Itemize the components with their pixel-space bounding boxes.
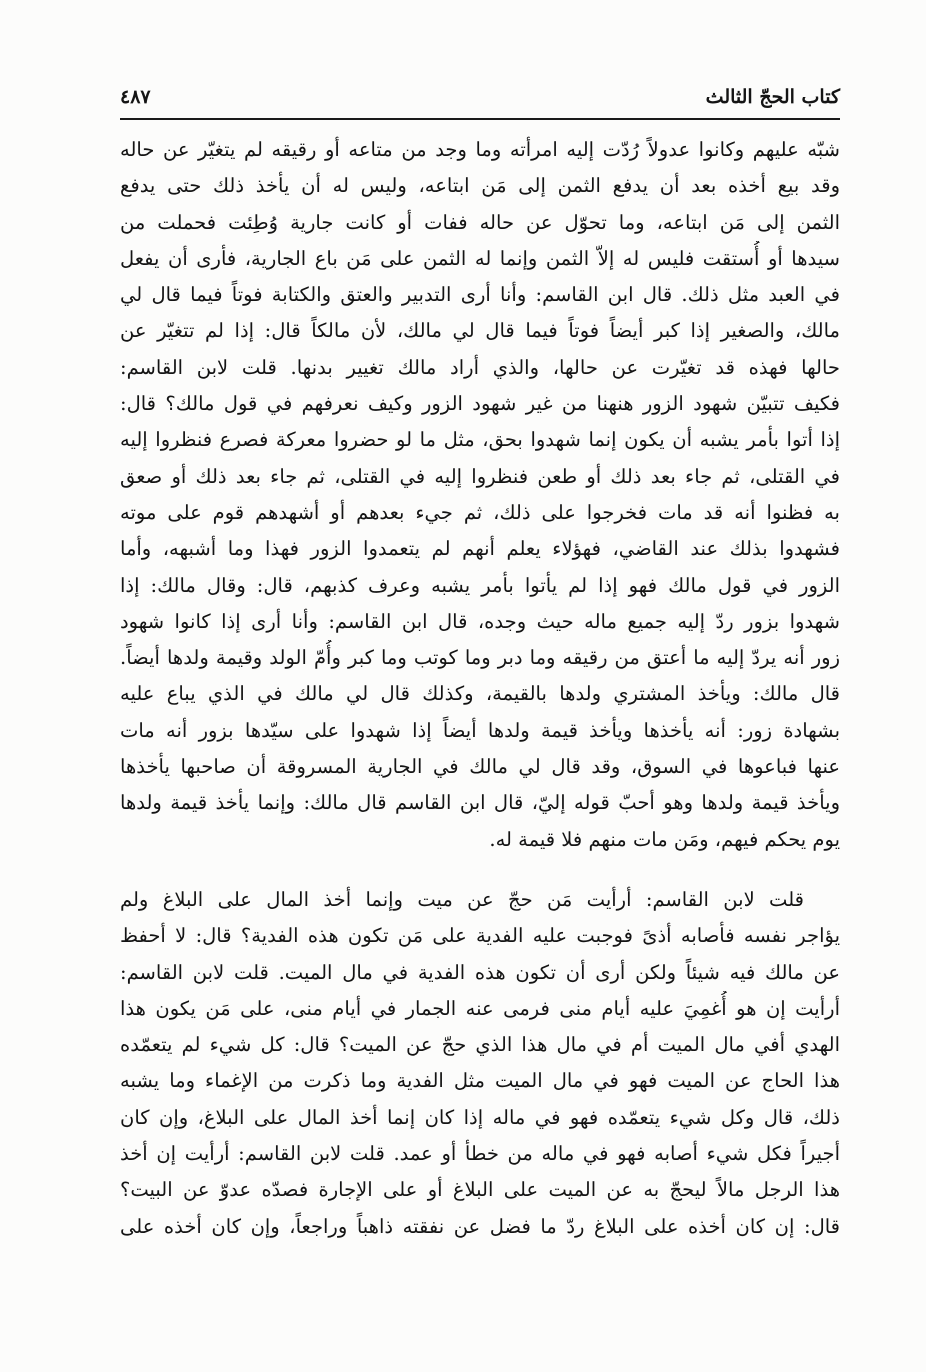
text-line: شبّه عليهم وكانوا عدولاً رُدّت إليه امرأته وما وجد من متاعه أو رقيقه لم يتغيّر عن حاله	[120, 138, 840, 161]
text-line: زور أنه يردّ إليه ما أعتق من رقيقه وما دبر وما كوتب وما كبر وأُمّ الولد وقيمة ولدها أيضاً.	[120, 646, 840, 670]
chapter-title: كتاب الحجّ الثالث	[705, 86, 840, 108]
paragraph-gap	[120, 858, 840, 882]
running-header	[120, 82, 840, 116]
text-line: وقد بيع أخذه بعد أن يدفع الثمن إلى مَن ابتاعه، وليس له أن يأخذ ذلك حتى يدفع	[120, 174, 840, 198]
paragraph-1	[120, 132, 840, 858]
text-line: عنها فباعوها في السوق، وقد قال لي مالك في الجارية المسروقة أن صاحبها يأخذها	[120, 755, 840, 779]
text-line: عن مالك فيه شيئاً ولكن أرى أن تكون هذه الفدية في مال الميت. قلت لابن القاسم:	[120, 960, 840, 984]
text-line: الهدي أفي مال الميت أم في مال هذا الذي حجّ عن الميت؟ قال: كل شيء لم يتعمّده	[120, 1033, 840, 1057]
text-line: حالها فهذه قد تغيّرت عن حالها، والذي أراد مالك تغيير بدنها. قلت لابن القاسم:	[120, 355, 840, 379]
text-line: مالك، والصغير إذا كبر أيضاً فوتاً فيما قال لي مالك، لأن مالكاً قال: إذا لم تتغيّر عن	[120, 319, 840, 343]
text-line: الثمن إلى مَن ابتاعه، وما تحوّل عن حاله ففات أو كانت جارية وُطِئت فحملت من	[120, 210, 840, 234]
text-line: قال: إن كان أخذه على البلاغ ردّ ما فضل عن نفقته ذاهباً وراجعاً، وإن كان أخذه على	[120, 1214, 840, 1238]
text-line: هذا الرجل مالاً ليحجّ به عن الميت على البلاغ أو على الإجارة فصدّه عدوّ عن البيت؟	[120, 1178, 840, 1202]
text-line: الزور في قول مالك فهو إذا لم يأتوا بأمر يشبه وعرف كذبهم، قال: وقال مالك: إذا	[120, 573, 840, 597]
text-line: في القتلى، ثم جاء بعد ذلك أو طعن فنظروا إليه في القتلى، ثم جاء بعد ذلك أو صعق	[120, 464, 840, 488]
text-line: سيدها أو أُستقت فليس له إلاّ الثمن وإنما له الثمن على مَن باع الجارية، فأرى أن يفعل	[120, 246, 840, 270]
text-line: أجيراً فكل شيء أصابه فهو في ماله من خطأ أو عمد. قلت لابن القاسم: أرأيت إن أخذ	[120, 1142, 840, 1166]
text-line: هذا الحاج عن الميت فهو في مال الميت مثل الفدية وما ذكرت من الإغماء وما يشبه	[120, 1069, 840, 1093]
text-line: ويأخذ قيمة ولدها وهو أحبّ قوله إليّ، قال ابن القاسم قال مالك: وإنما يأخذ قيمة ولدها	[120, 791, 840, 815]
text-line: فشهدوا بذلك عند القاضي، فهؤلاء يعلم أنهم لم يتعمدوا الزور فهذا وما أشبهه، وأما	[120, 537, 840, 561]
text-line: قال مالك: ويأخذ المشتري ولدها بالقيمة، وكذلك قال لي مالك في الذي يباع عليه	[120, 682, 840, 706]
paragraph-2	[120, 882, 840, 1245]
header-rule	[120, 118, 840, 120]
text-line: إذا أتوا بأمر يشبه أن يكون إنما شهدوا بحق، مثل ما لو حضروا معركة فصرع فنظروا إليه	[120, 428, 840, 452]
text-line: يوم يحكم فيهم، ومَن مات منهم فلا قيمة له.	[489, 827, 840, 851]
text-line: في العبد مثل ذلك. قال ابن القاسم: وأنا أرى التدبير والعتق والكتابة فوتاً فيما قال لي	[120, 283, 840, 307]
text-line: قلت لابن القاسم: أرأيت مَن حجّ عن ميت وإنما أخذ المال على البلاغ ولم	[120, 887, 804, 911]
text-line: شهدوا بزور ردّ إليه جميع ماله حيث وجده، قال ابن القاسم: وأنا أرى إذا كانوا شهود	[120, 609, 840, 633]
text-line: أرأيت إن هو أُغمِيَ عليه أيام منى فرمى عنه الجمار في أيام منى، على مَن يكون هذا	[120, 996, 840, 1020]
text-line: ذلك، قال وكل شيء يتعمّده فهو في ماله إذا كان إنما أخذ المال على البلاغ، وإن كان	[120, 1105, 840, 1129]
text-line: يؤاجر نفسه فأصابه أذىً فوجبت عليه الفدية على مَن تكون هذه الفدية؟ قال: لا أحفظ	[120, 924, 840, 948]
page-number: ٤٨٧	[120, 86, 151, 108]
text-line: به فظنوا أنه قد مات فخرجوا على ذلك، ثم جيء بعدهم أو أشهدهم قوم على موته	[120, 500, 840, 524]
text-line: بشهادة زور: أنه يأخذها ويأخذ قيمة ولدها أيضاً إذا شهدوا على سيّدها بزور أنه مات	[120, 718, 840, 742]
page-body	[120, 132, 840, 1245]
text-line: فكيف تتبيّن شهود الزور هنهنا من غير شهود الزور وكيف نعرفهم في قول مالك؟ قال:	[120, 392, 840, 416]
